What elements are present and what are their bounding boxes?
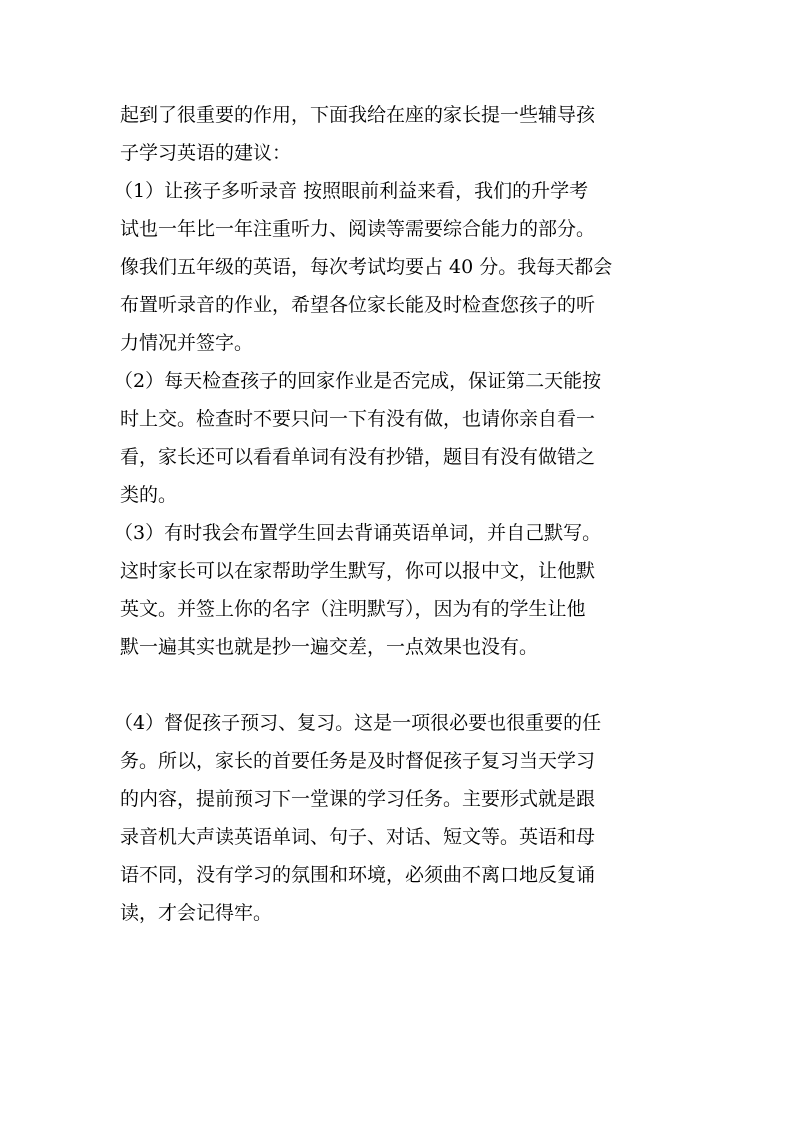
blank-line [120, 666, 676, 704]
text-line: 布置听录音的作业，希望各位家长能及时检查您孩子的听 [120, 294, 596, 316]
text-line: 起到了很重要的作用，下面我给在座的家长提一些辅导孩 [120, 104, 596, 126]
text-line: 默一遍其实也就是抄一遍交差，一点效果也没有。 [120, 636, 539, 658]
paragraph-suggestion-3 [114, 514, 676, 666]
paragraph-suggestion-2 [114, 362, 676, 514]
paragraph-suggestion-1 [114, 172, 676, 362]
text-line: 读，才会记得牢。 [120, 902, 273, 924]
text-line: 子学习英语的建议： [120, 142, 292, 164]
text-line: 力情况并签字。 [120, 332, 254, 354]
text-line: 语不同，没有学习的氛围和环境，必须曲不离口地反复诵 [120, 864, 596, 886]
text-line: 英文。并签上你的名字（注明默写），因为有的学生让他 [120, 598, 586, 620]
text-line: 时上交。检查时不要只问一下有没有做，也请你亲自看一 [120, 408, 596, 430]
text-line: 这时家长可以在家帮助学生默写，你可以报中文，让他默 [120, 560, 596, 582]
document-page [114, 96, 676, 932]
text-line: （1）让孩子多听录音 按照眼前利益来看，我们的升学考 [114, 180, 589, 202]
text-line: 类的。 [120, 484, 178, 506]
paragraph-suggestion-4 [114, 704, 676, 932]
text-line: （3）有时我会布置学生回去背诵英语单词，并自己默写。 [114, 522, 602, 544]
text-line: 像我们五年级的英语，每次考试均要占 40 分。我每天都会 [120, 256, 613, 278]
text-line: （4）督促孩子预习、复习。这是一项很必要也很重要的任 [114, 712, 602, 734]
text-line: 务。所以，家长的首要任务是及时督促孩子复习当天学习 [120, 750, 596, 772]
text-line: 看，家长还可以看看单词有没有抄错，题目有没有做错之 [120, 446, 596, 468]
text-line: 试也一年比一年注重听力、阅读等需要综合能力的部分。 [120, 218, 596, 240]
text-line: （2）每天检查孩子的回家作业是否完成，保证第二天能按 [114, 370, 602, 392]
paragraph-intro [120, 96, 676, 172]
text-line: 录音机大声读英语单词、句子、对话、短文等。英语和母 [120, 826, 596, 848]
text-line: 的内容，提前预习下一堂课的学习任务。主要形式就是跟 [120, 788, 596, 810]
